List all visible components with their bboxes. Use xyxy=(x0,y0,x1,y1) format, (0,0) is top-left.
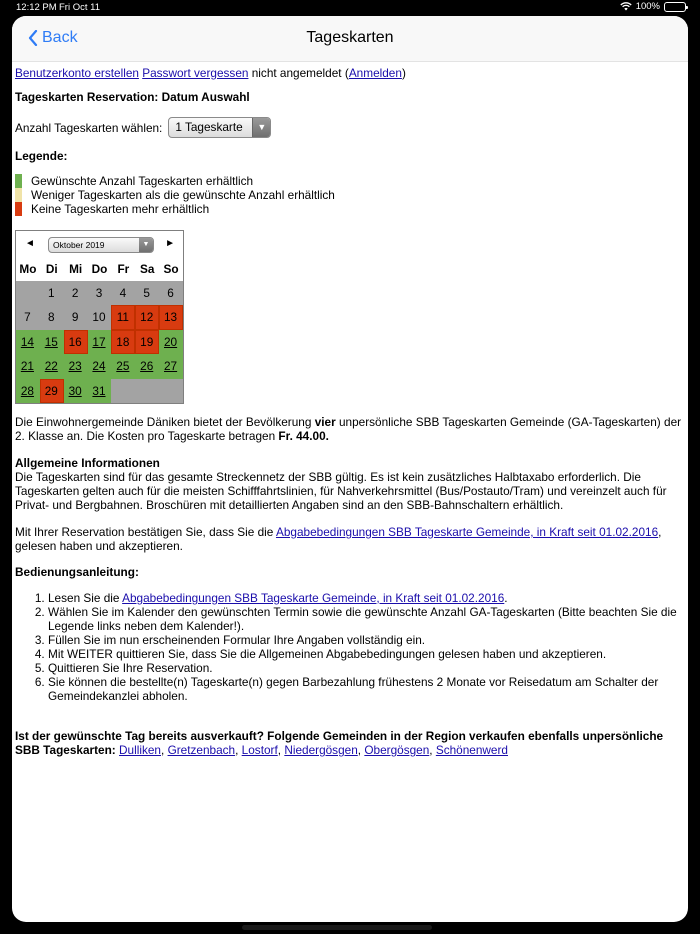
page-title: Tageskarten xyxy=(306,29,394,46)
town-links xyxy=(119,743,508,757)
screen xyxy=(12,16,688,922)
separator: , xyxy=(429,742,436,757)
legend-label: Keine Tageskarten mehr erhältlich xyxy=(31,202,210,216)
terms-link[interactable]: Abgabebedingungen SBB Tageskarte Gemeinde, in Kraft seit 01.02.2016 xyxy=(122,590,505,605)
calendar-day-14[interactable]: 14 xyxy=(16,330,40,354)
soldout-text xyxy=(15,729,685,757)
list-item: 4. Mit WEITER quittieren Sie, dass Sie die Allgemeinen Abgabebedingungen gelesen haben und akzeptieren. xyxy=(48,647,685,661)
month-select[interactable] xyxy=(48,237,154,253)
separator: , xyxy=(235,742,242,757)
intro-bold: vier xyxy=(314,414,336,429)
calendar-day-18: 18 xyxy=(111,330,135,354)
back-label: Back xyxy=(42,29,78,46)
general-info-title: Allgemeine Informationen xyxy=(15,455,160,470)
list-item xyxy=(48,591,685,605)
weekday-header: Sa xyxy=(135,257,159,281)
prev-month-icon[interactable]: ◄ xyxy=(25,238,35,249)
status-date: Fri Oct 11 xyxy=(59,2,100,13)
quantity-row xyxy=(15,117,685,138)
calendar-day-21[interactable]: 21 xyxy=(16,354,40,378)
calendar-day-11: 11 xyxy=(111,305,135,329)
battery-percent: 100% xyxy=(635,1,660,12)
calendar-day-16: 16 xyxy=(64,330,88,354)
dropdown-arrow-icon: ▼ xyxy=(139,238,153,252)
calendar-day-9: 9 xyxy=(64,305,88,329)
weekday-header: Do xyxy=(88,257,112,281)
calendar xyxy=(15,230,184,404)
step-text: . xyxy=(504,590,508,605)
create-account-link[interactable]: Benutzerkonto erstellen xyxy=(15,66,139,80)
legend-list xyxy=(15,174,685,216)
calendar-day-6: 6 xyxy=(159,281,183,305)
calendar-day-20[interactable]: 20 xyxy=(159,330,183,354)
confirm-part: Mit Ihrer Reservation bestätigen Sie, dass Sie die xyxy=(15,524,276,539)
status-time: 12:12 PM xyxy=(16,2,57,13)
quantity-select[interactable] xyxy=(168,117,271,138)
next-month-icon[interactable]: ► xyxy=(165,238,175,249)
legend-swatch-red xyxy=(15,202,22,216)
main-content xyxy=(12,62,688,757)
weekday-header: So xyxy=(159,257,183,281)
town-link[interactable]: Niedergösgen xyxy=(284,742,358,757)
calendar-day-22[interactable]: 22 xyxy=(40,354,64,378)
list-item: 2. Wählen Sie im Kalender den gewünschten Termin sowie die gewünschte Anzahl GA-Tageskarten (Bitte beachten Sie die Legende links neben dem Kalender!). xyxy=(48,605,685,633)
town-link[interactable]: Gretzenbach xyxy=(167,742,236,757)
legend-item-few xyxy=(15,188,685,202)
calendar-day-29: 29 xyxy=(40,379,64,403)
calendar-day-4: 4 xyxy=(111,281,135,305)
calendar-day-3: 3 xyxy=(88,281,112,305)
intro-price: Fr. 44.00. xyxy=(278,428,329,443)
list-item: 3. Füllen Sie im nun erscheinenden Formular Ihre Angaben vollständig ein. xyxy=(48,633,685,647)
intro-text xyxy=(15,415,685,443)
wifi-icon xyxy=(620,2,632,11)
calendar-day-30[interactable]: 30 xyxy=(64,379,88,403)
calendar-day-17[interactable]: 17 xyxy=(88,330,112,354)
weekday-header: Di xyxy=(40,257,64,281)
separator: , xyxy=(161,742,168,757)
calendar-day-15[interactable]: 15 xyxy=(40,330,64,354)
town-link[interactable]: Lostorf xyxy=(241,742,278,757)
separator: , xyxy=(277,742,285,757)
battery-icon xyxy=(664,2,686,12)
legend-label: Weniger Tageskarten als die gewünschte Anzahl erhältlich xyxy=(31,188,335,202)
home-indicator[interactable] xyxy=(242,925,432,930)
calendar-day-2: 2 xyxy=(64,281,88,305)
calendar-day-5: 5 xyxy=(135,281,159,305)
calendar-header xyxy=(16,231,183,257)
reservation-title: Tageskarten Reservation: Datum Auswahl xyxy=(15,90,250,104)
legend-label: Gewünschte Anzahl Tageskarten erhältlich xyxy=(31,174,254,188)
confirm-part: , gelesen haben und akzeptieren. xyxy=(15,524,662,553)
paren-open: ( xyxy=(344,66,349,80)
login-link[interactable]: Anmelden xyxy=(348,66,402,80)
calendar-day-23[interactable]: 23 xyxy=(64,354,88,378)
calendar-day-28[interactable]: 28 xyxy=(16,379,40,403)
calendar-day-1: 1 xyxy=(40,281,64,305)
separator: , xyxy=(357,742,365,757)
calendar-empty-cell xyxy=(111,379,135,403)
calendar-day-19: 19 xyxy=(135,330,159,354)
navigation-bar xyxy=(12,16,688,62)
calendar-day-26[interactable]: 26 xyxy=(135,354,159,378)
terms-link[interactable]: Abgabebedingungen SBB Tageskarte Gemeinde, in Kraft seit 01.02.2016 xyxy=(275,524,659,539)
calendar-day-25[interactable]: 25 xyxy=(111,354,135,378)
instructions-list xyxy=(15,591,685,703)
calendar-day-13: 13 xyxy=(159,305,183,329)
login-status: nicht angemeldet xyxy=(251,66,342,80)
calendar-day-8: 8 xyxy=(40,305,64,329)
calendar-day-10: 10 xyxy=(88,305,112,329)
soldout-label: Ist der gewünschte Tag bereits ausverkauft? Folgende Gemeinden in der Region verkaufen ebenfalls unpersönliche SBB Tageskarten: xyxy=(15,728,664,757)
list-item: 6. Sie können die bestellte(n) Tageskarte(n) gegen Barbezahlung frühestens 2 Monate vor Reisedatum am Schalter der Gemeindekanzlei abholen. xyxy=(48,675,685,703)
legend-item-available xyxy=(15,174,685,188)
forgot-password-link[interactable]: Passwort vergessen xyxy=(142,66,249,80)
list-item: 5. Quittieren Sie Ihre Reservation. xyxy=(48,661,685,675)
paren-close: ) xyxy=(401,66,406,80)
intro-part: Die Einwohnergemeinde Däniken bietet der Bevölkerung xyxy=(15,414,315,429)
weekday-header: Mo xyxy=(16,257,40,281)
calendar-empty-cell xyxy=(159,379,183,403)
legend-swatch-green xyxy=(15,174,22,188)
confirm-text xyxy=(15,525,685,553)
weekday-header: Mi xyxy=(64,257,88,281)
step-text: Lesen Sie die xyxy=(48,590,123,605)
general-info-text: Die Tageskarten sind für das gesamte Streckennetz der SBB gültig. Es ist kein zusätzliches Halbtaxabo erforderlich. Die Tageskarten gelten auch für die meisten Schifffahrtslinien, für Nahverkehrsmittel (Bus/Postauto/Tram) und vereinzelt auch für Privat- und Bergbahnen. Broschüren mit detaillierten Angaben sind an den SBB-Bahnschaltern erhältlich. xyxy=(15,469,667,512)
quantity-selected-value: 1 Tageskarte xyxy=(175,120,243,134)
account-line xyxy=(15,62,685,82)
town-link[interactable]: Obergösgen xyxy=(364,742,430,757)
weekday-header: Fr xyxy=(111,257,135,281)
dropdown-arrow-icon: ▼ xyxy=(252,118,270,137)
legend-swatch-yellow xyxy=(15,188,22,202)
calendar-day-24[interactable]: 24 xyxy=(88,354,112,378)
status-right xyxy=(620,1,686,12)
intro-part: unpersönliche SBB Tageskarten Gemeinde (GA-Tageskarten) der 2. Klasse an. Die Kosten pro Tageskarte betragen xyxy=(15,414,682,443)
quantity-label: Anzahl Tageskarten wählen: xyxy=(15,120,163,135)
month-selected-value: Oktober 2019 xyxy=(53,240,105,250)
calendar-day-31[interactable]: 31 xyxy=(88,379,112,403)
calendar-day-7: 7 xyxy=(16,305,40,329)
legend-item-none xyxy=(15,202,685,216)
instructions-title: Bedienungsanleitung: xyxy=(15,564,139,579)
calendar-empty-cell xyxy=(135,379,159,403)
legend-title: Legende: xyxy=(15,149,68,163)
calendar-day-27[interactable]: 27 xyxy=(159,354,183,378)
status-bar xyxy=(0,0,700,16)
calendar-empty-cell xyxy=(16,281,40,305)
town-link[interactable]: Dulliken xyxy=(119,742,161,757)
town-link[interactable]: Schönenwerd xyxy=(435,742,508,757)
calendar-day-12: 12 xyxy=(135,305,159,329)
calendar-grid xyxy=(16,257,183,403)
